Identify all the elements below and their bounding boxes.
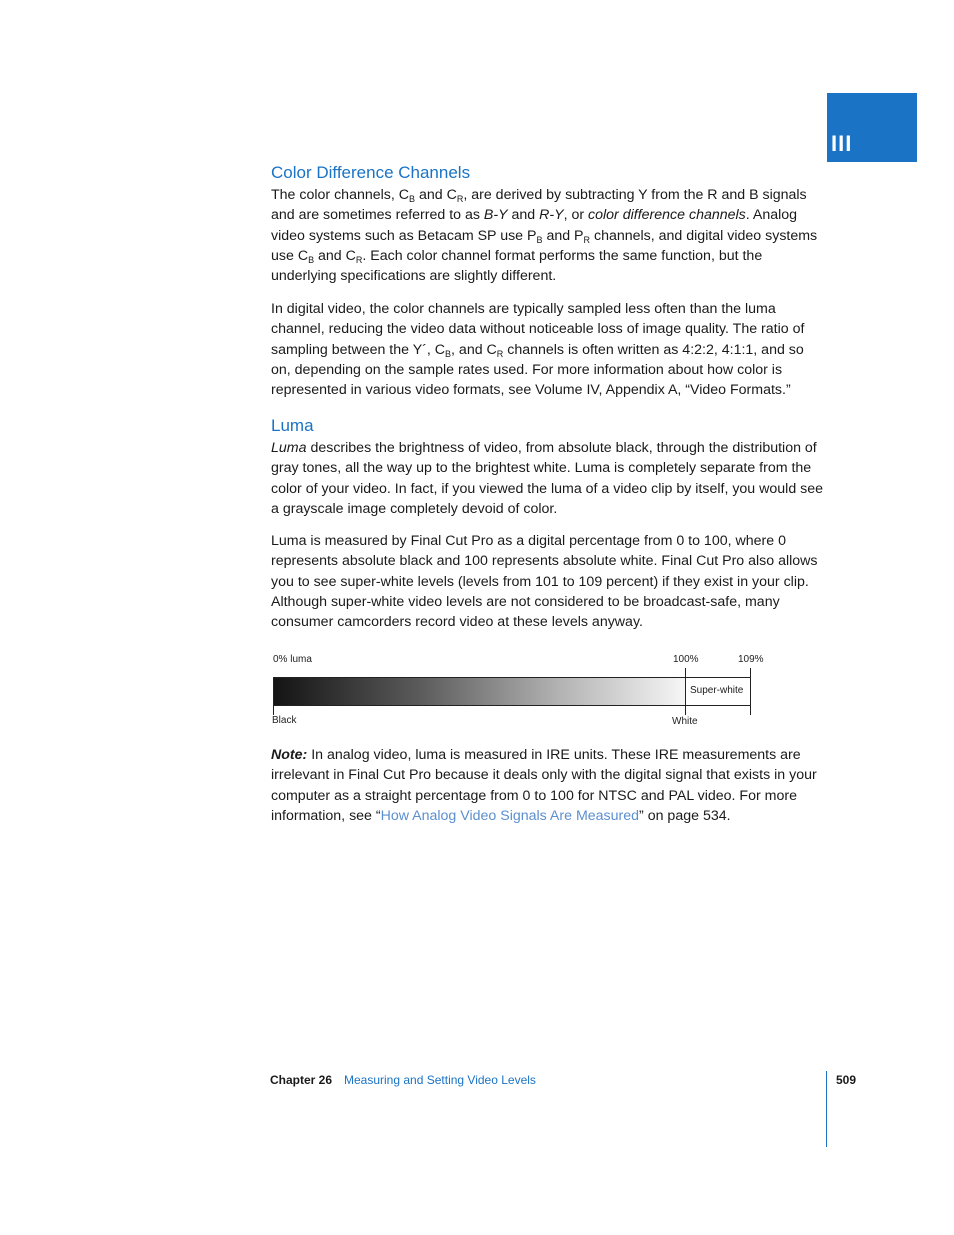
- note-label: Note:: [271, 747, 308, 763]
- tick-white: [685, 706, 686, 715]
- label-0-luma: 0% luma: [273, 654, 312, 665]
- paragraph-luma-description: Luma describes the brightness of video, from absolute black, through the distribution of gray tones, all the way up to the brightest white. Luma is completely separate from the color of your video. In fact, if you viewed the luma of a video clip by itself, you would see a grayscale image completely devoid of color.: [271, 440, 824, 517]
- part-tab: [827, 93, 917, 162]
- heading-luma: Luma: [271, 416, 314, 435]
- footer-divider: [826, 1071, 827, 1147]
- superwhite-box: [685, 677, 751, 706]
- label-white: White: [672, 716, 698, 727]
- footer-page-number: 509: [836, 1073, 857, 1087]
- footer-chapter-title: Measuring and Setting Video Levels: [344, 1073, 536, 1087]
- paragraph-color-channels: The color channels, $C_B$ and $C_R$, are derived by subtracting Y from the R and B signals and are sometimes referred to as B-Y and R-Y, or color difference channels. Analog video systems such as Betacam SP use $P_B$ and $P_R$ channels, and digital video systems use $C_B$ and $C_R$. Each color channel format performs the same function, but the underlying specifications are slightly different.: [271, 187, 818, 285]
- paragraph-sampling: In digital video, the color channels are typically sampled less often than the luma channel, reducing the video data without noticeable loss of image quality. The ratio of sampling between the Y´, $C_B$, and $C_R$ channels is often written as 4:2:2, 4:1:1, and so on, depending on the sample rates used. For more information about how color is represented in various video formats, see Volume IV, Appendix A, “Video Formats.”: [271, 301, 805, 399]
- tick-superwhite-end: [750, 706, 751, 715]
- tick-black: [273, 706, 274, 715]
- label-black: Black: [272, 715, 297, 726]
- tick-109: [750, 668, 751, 677]
- label-super-white: Super-white: [690, 685, 744, 696]
- luma-gradient-bar: [273, 677, 685, 706]
- heading-color-difference-channels: Color Difference Channels: [271, 163, 471, 182]
- part-tab-label: III: [831, 131, 853, 156]
- link-analog-video-signals[interactable]: How Analog Video Signals Are Measured: [380, 807, 640, 824]
- note-paragraph: Note: In analog video, luma is measured in IRE units. These IRE measurements are irrelevant in Final Cut Pro because it deals only with the digital signal that exists in your computer as a straight percentage from 0 to 100 for NTSC and PAL video. For more information, see “How Analog Video Signals Are Measured” on page 534.: [271, 747, 817, 824]
- tick-100: [685, 668, 686, 677]
- paragraph-luma-measurement: Luma is measured by Final Cut Pro as a digital percentage from 0 to 100, where 0 represents absolute black and 100 represents absolute white. Final Cut Pro also allows you to see super-white levels (levels from 101 to 109 percent) if they exist in your clip. Although super-white video levels are not considered to be broadcast-safe, many consumer camcorders record video at these levels anyway.: [271, 533, 818, 631]
- label-109-percent: 109%: [738, 654, 764, 665]
- footer-chapter: Chapter 26: [270, 1073, 333, 1087]
- label-100-percent: 100%: [673, 654, 699, 665]
